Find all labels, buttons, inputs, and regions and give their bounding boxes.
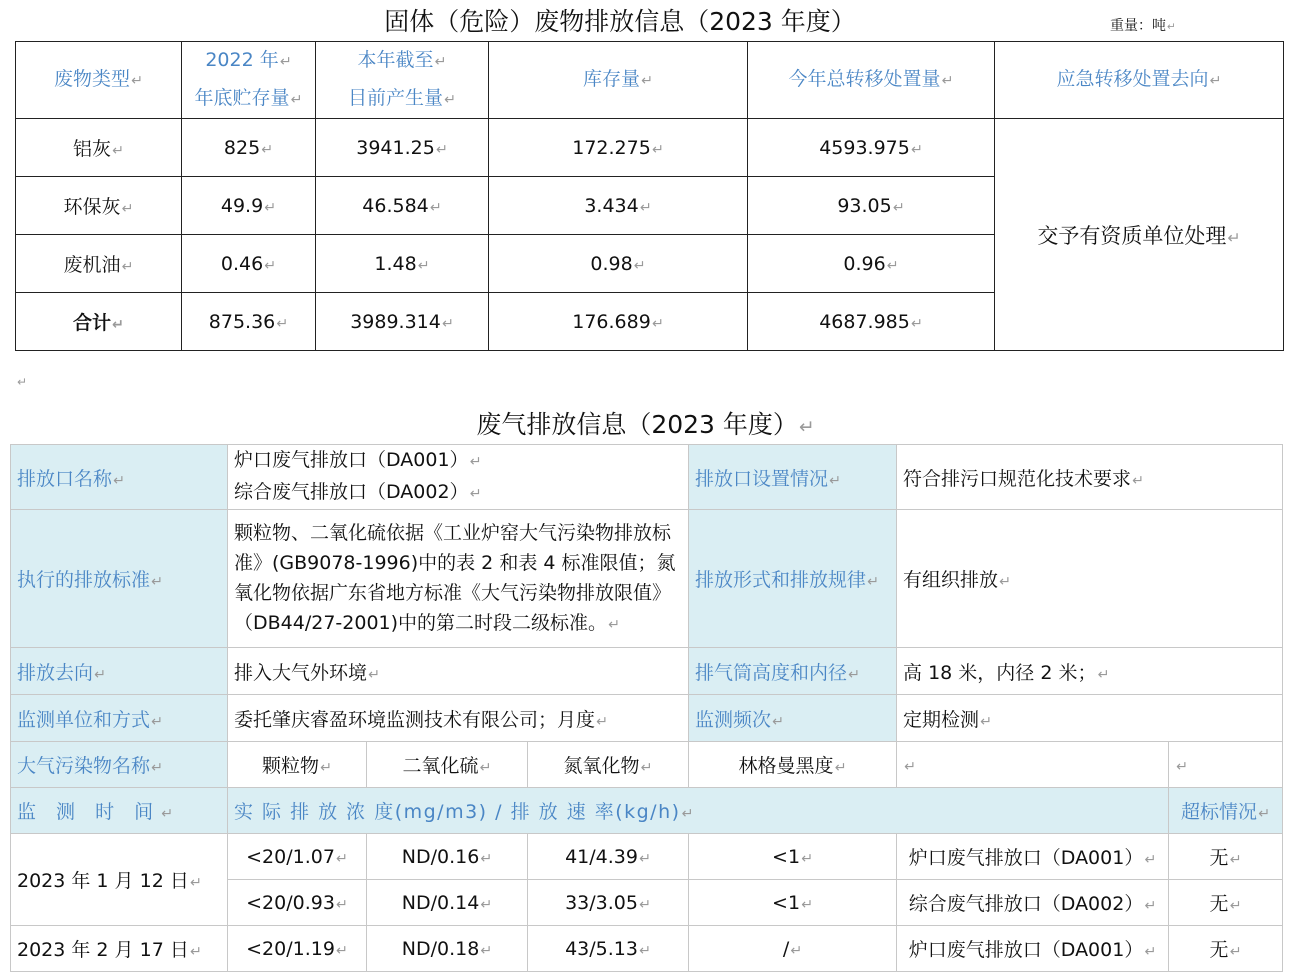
pollutant-pm: 颗粒物↵ [228,742,367,788]
cell-produced: 46.584↵ [316,177,489,235]
standard-label: 执行的排放标准↵ [11,510,228,648]
cell-nox: 33/3.05↵ [528,880,689,926]
cell-nox: 43/5.13↵ [528,926,689,972]
cell-waste-type: 环保灰↵ [16,177,182,235]
cell-exceed: 无↵ [1169,926,1283,972]
table-row [11,445,1283,510]
frequency-label: 监测频次↵ [689,695,897,742]
concentration-label: 实 际 排 放 浓 度(mg/m3) / 排 放 速 率(kg/h)↵ [228,788,1169,834]
cell-total-label: 合计↵ [16,293,182,351]
waste-gas-title: 废气排放信息（2023 年度）↵ [476,410,815,439]
cell-stock-2022: 875.36↵ [182,293,316,351]
cell-so2: ND/0.16↵ [367,834,528,880]
table-row [11,926,1283,972]
cell-inventory: 176.689↵ [489,293,748,351]
waste-gas-table [10,444,1283,972]
cell-pm: <20/0.93↵ [228,880,367,926]
table-row [11,742,1283,788]
cell-inventory: 172.275↵ [489,119,748,177]
empty-cell: ↵ [897,742,1169,788]
cell-inventory: 3.434↵ [489,177,748,235]
cell-produced: 1.48↵ [316,235,489,293]
cell-pm: <20/1.19↵ [228,926,367,972]
cell-outlet: 炉口废气排放口（DA001）↵ [897,834,1169,880]
cell-outlet: 炉口废气排放口（DA001）↵ [897,926,1169,972]
monitor-unit-value: 委托肇庆睿盈环境监测技术有限公司；月度↵ [228,695,689,742]
cell-date: 2023 年 2 月 17 日↵ [11,926,228,972]
cell-exceed: 无↵ [1169,880,1283,926]
table-row [11,510,1283,648]
cell-stock-2022: 49.9↵ [182,177,316,235]
form-value: 有组织排放↵ [897,510,1283,648]
solid-waste-table [15,41,1284,351]
exceed-label: 超标情况↵ [1169,788,1283,834]
solid-waste-title: 固体（危险）废物排放信息（2023 年度） [384,7,856,36]
cell-so2: ND/0.18↵ [367,926,528,972]
table-row [11,788,1283,834]
header-produced: 本年截至↵ 目前产生量↵ [316,42,489,119]
outlet-setup-value: 符合排污口规范化技术要求↵ [897,445,1283,510]
cell-outlet: 综合废气排放口（DA002）↵ [897,880,1169,926]
cell-ringelmann: <1↵ [689,880,897,926]
direction-label: 排放去向↵ [11,648,228,695]
cell-so2: ND/0.14↵ [367,880,528,926]
cell-transferred: 4687.985↵ [748,293,995,351]
pollutant-so2: 二氧化硫↵ [367,742,528,788]
outlet-setup-label: 排放口设置情况↵ [689,445,897,510]
header-destination: 应急转移处置去向↵ [995,42,1284,119]
cell-waste-type: 废机油↵ [16,235,182,293]
time-label: 监 测 时 间↵ [11,788,228,834]
empty-cell: ↵ [1169,742,1283,788]
stack-value: 高 18 米，内径 2 米；↵ [897,648,1283,695]
frequency-value: 定期检测↵ [897,695,1283,742]
monitor-unit-label: 监测单位和方式↵ [11,695,228,742]
pollutant-nox: 氮氧化物↵ [528,742,689,788]
cell-transferred: 0.96↵ [748,235,995,293]
table-row [11,695,1283,742]
cell-transferred: 4593.975↵ [748,119,995,177]
table-header-row [16,42,1284,119]
unit-label: 重量：吨↵ [1110,18,1176,34]
cell-produced: 3989.314↵ [316,293,489,351]
header-transferred: 今年总转移处置量↵ [748,42,995,119]
header-inventory: 库存量↵ [489,42,748,119]
paragraph-mark: ↵ [17,375,28,389]
cell-ringelmann: <1↵ [689,834,897,880]
cell-produced: 3941.25↵ [316,119,489,177]
direction-value: 排入大气外环境↵ [228,648,689,695]
standard-value: 颗粒物、二氧化硫依据《工业炉窑大气污染物排放标 准》(GB9078-1996)中的表 2 和表 4 标准限值；氮 氧化物依据广东省地方标准《大气污染物排放限值》 （DB44/27-2001)中的第二时段二级标准。↵ [228,510,689,648]
stack-label: 排气筒高度和内径↵ [689,648,897,695]
cell-waste-type: 铝灰↵ [16,119,182,177]
cell-date: 2023 年 1 月 12 日↵ [11,834,228,926]
outlet-name-label: 排放口名称↵ [11,445,228,510]
header-stock-2022: 2022 年↵ 年底贮存量↵ [182,42,316,119]
cell-transferred: 93.05↵ [748,177,995,235]
pollutant-ringelmann: 林格曼黑度↵ [689,742,897,788]
cell-stock-2022: 825↵ [182,119,316,177]
cell-destination: 交予有资质单位处理↵ [995,119,1284,351]
table-row [16,119,1284,177]
header-waste-type: 废物类型↵ [16,42,182,119]
outlet-name-value: 炉口废气排放口（DA001）↵ 综合废气排放口（DA002）↵ [228,445,689,510]
cell-nox: 41/4.39↵ [528,834,689,880]
form-label: 排放形式和排放规律↵ [689,510,897,648]
table-row [11,648,1283,695]
cell-pm: <20/1.07↵ [228,834,367,880]
cell-inventory: 0.98↵ [489,235,748,293]
cell-stock-2022: 0.46↵ [182,235,316,293]
pollutant-label: 大气污染物名称↵ [11,742,228,788]
cell-ringelmann: /↵ [689,926,897,972]
table-row [11,834,1283,880]
cell-exceed: 无↵ [1169,834,1283,880]
